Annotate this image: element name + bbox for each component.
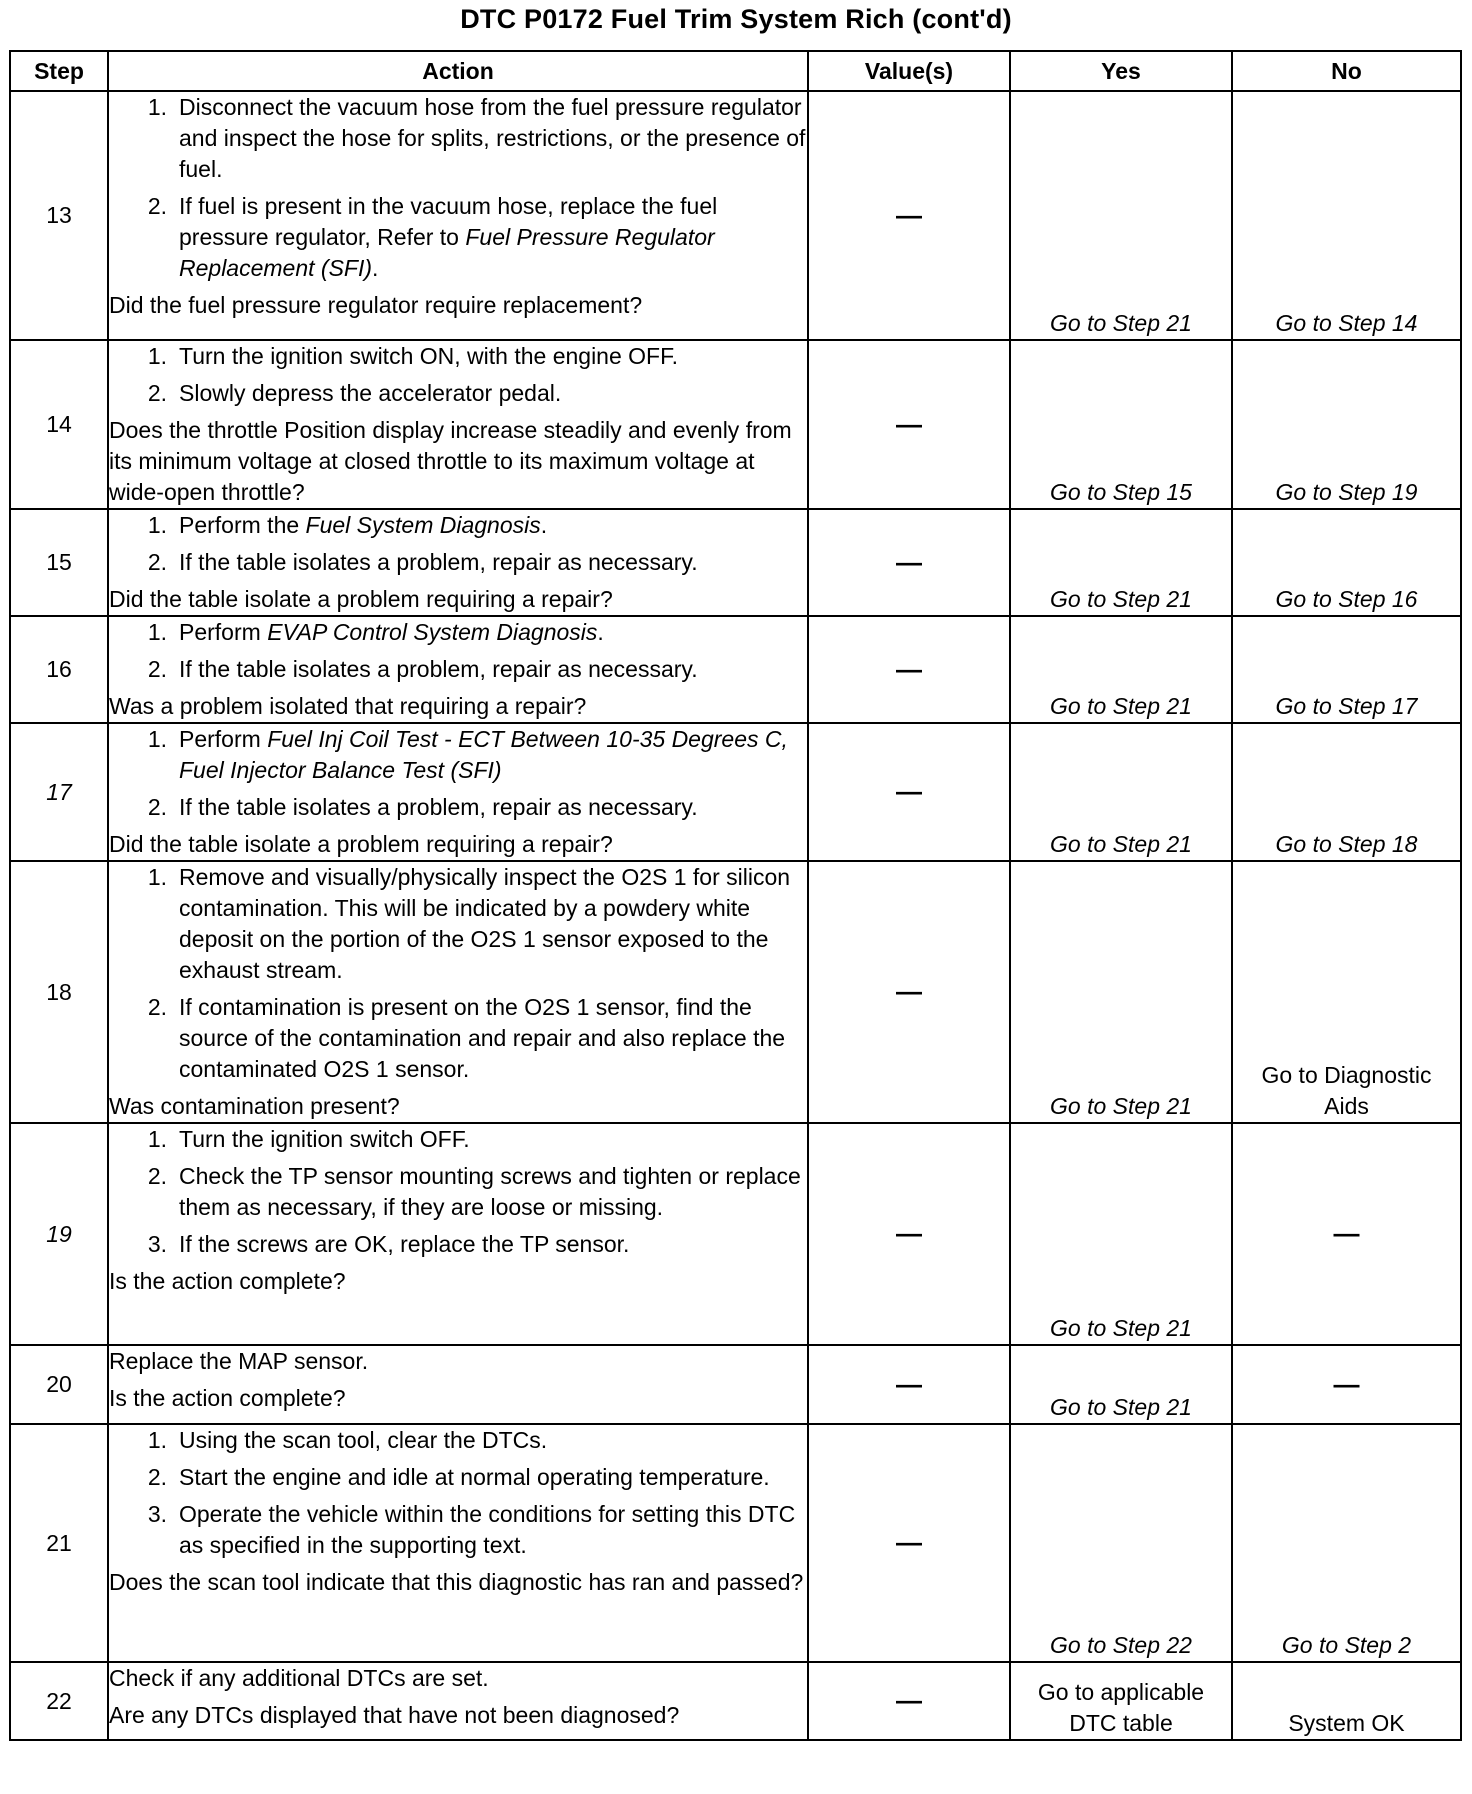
table-row — [10, 91, 1461, 340]
header-values: Value(s) — [808, 51, 1010, 91]
value-cell: — — [808, 861, 1010, 1123]
action-item: 1. Disconnect the vacuum hose from the fuel pressure regulator and inspect the hose for splits, restrictions, or the presence of fuel. — [147, 94, 806, 182]
action-question: Did the fuel pressure regulator require replacement? — [109, 292, 643, 318]
no-cell: Go to Step 16 — [1232, 509, 1461, 616]
action-item: 2. If the table isolates a problem, repair as necessary. — [147, 794, 698, 820]
action-item: 2. Start the engine and idle at normal operating temperature. — [147, 1464, 770, 1490]
action-item: 1. Turn the ignition switch OFF. — [147, 1126, 470, 1152]
table-row — [10, 1123, 1461, 1345]
value-cell: — — [808, 509, 1010, 616]
action-question: Is the action complete? — [109, 1385, 346, 1411]
action-cell — [108, 723, 808, 861]
reference-link: Fuel Pressure Regulator Replacement (SFI) — [179, 224, 715, 281]
action-item: 3. Operate the vehicle within the conditions for setting this DTC as specified in the supporting text. — [147, 1501, 796, 1558]
action-item: 1. Using the scan tool, clear the DTCs. — [147, 1427, 548, 1453]
page-title: DTC P0172 Fuel Trim System Rich (cont'd) — [460, 4, 1012, 34]
action-item: 1. Perform the Fuel System Diagnosis. — [147, 512, 548, 538]
action-item: 2. If the table isolates a problem, repair as necessary. — [147, 656, 698, 682]
value-cell: — — [808, 1662, 1010, 1740]
table-header-row — [10, 51, 1461, 91]
no-cell: Go to Step 14 — [1232, 91, 1461, 340]
action-cell — [108, 509, 808, 616]
step-number: 13 — [10, 91, 108, 340]
action-item: 1. Turn the ignition switch ON, with the engine OFF. — [147, 343, 678, 369]
reference-link: Fuel System Diagnosis — [305, 512, 541, 538]
action-item: 2. Check the TP sensor mounting screws and tighten or replace them as necessary, if they are loose or missing. — [147, 1163, 801, 1220]
step-number: 16 — [10, 616, 108, 723]
action-text: Check if any additional DTCs are set. — [109, 1665, 489, 1691]
yes-cell: Go to Step 21 — [1010, 509, 1232, 616]
action-cell — [108, 340, 808, 509]
action-item: 2. If the table isolates a problem, repair as necessary. — [147, 549, 698, 575]
table-row — [10, 1662, 1461, 1740]
header-no: No — [1232, 51, 1461, 91]
action-cell — [108, 1345, 808, 1424]
action-cell — [108, 616, 808, 723]
header-action: Action — [108, 51, 808, 91]
no-cell: — — [1232, 1123, 1461, 1345]
table-row — [10, 723, 1461, 861]
action-item: 1. Perform EVAP Control System Diagnosis. — [147, 619, 604, 645]
action-question: Does the scan tool indicate that this diagnostic has ran and passed? — [109, 1569, 804, 1595]
no-cell: Go to Diagnostic Aids — [1232, 861, 1461, 1123]
action-question: Are any DTCs displayed that have not been diagnosed? — [109, 1702, 680, 1728]
action-question: Did the table isolate a problem requiring a repair? — [109, 586, 613, 612]
action-item: 3. If the screws are OK, replace the TP sensor. — [147, 1231, 630, 1257]
action-question: Does the throttle Position display increase steadily and evenly from its minimum voltage at closed throttle to its maximum voltage at wide-open throttle? — [109, 417, 792, 505]
value-cell: — — [808, 1424, 1010, 1662]
step-number: 19 — [10, 1123, 108, 1345]
yes-cell: Go to Step 21 — [1010, 861, 1232, 1123]
value-cell: — — [808, 723, 1010, 861]
yes-cell: Go to Step 15 — [1010, 340, 1232, 509]
no-cell: Go to Step 2 — [1232, 1424, 1461, 1662]
value-cell: — — [808, 1345, 1010, 1424]
action-cell — [108, 91, 808, 340]
no-cell: Go to Step 19 — [1232, 340, 1461, 509]
header-yes: Yes — [1010, 51, 1232, 91]
yes-cell: Go to Step 21 — [1010, 91, 1232, 340]
yes-cell: Go to Step 21 — [1010, 723, 1232, 861]
header-step: Step — [10, 51, 108, 91]
action-cell — [108, 1424, 808, 1662]
action-item: 2. Slowly depress the accelerator pedal. — [147, 380, 562, 406]
value-cell: — — [808, 340, 1010, 509]
no-cell: Go to Step 17 — [1232, 616, 1461, 723]
table-row — [10, 1345, 1461, 1424]
action-item: 2. If contamination is present on the O2S 1 sensor, find the source of the contamination and repair and also replace the contaminated O2S 1 sensor. — [147, 994, 786, 1082]
action-cell — [108, 1662, 808, 1740]
step-number: 17 — [10, 723, 108, 861]
action-cell — [108, 861, 808, 1123]
action-text: Replace the MAP sensor. — [109, 1348, 369, 1374]
reference-link: EVAP Control System Diagnosis — [267, 619, 598, 645]
table-row — [10, 861, 1461, 1123]
yes-cell: Go to Step 21 — [1010, 616, 1232, 723]
yes-cell: Go to Step 21 — [1010, 1123, 1232, 1345]
table-row — [10, 340, 1461, 509]
table-row — [10, 616, 1461, 723]
value-cell: — — [808, 91, 1010, 340]
action-item: 1. Perform Fuel Inj Coil Test - ECT Between 10-35 Degrees C, Fuel Injector Balance Test (SFI) — [147, 726, 788, 783]
no-cell: — — [1232, 1345, 1461, 1424]
no-cell: System OK — [1232, 1662, 1461, 1740]
yes-cell: Go to Step 21 — [1010, 1345, 1232, 1424]
step-number: 21 — [10, 1424, 108, 1662]
diagnostic-table — [9, 50, 1462, 1741]
reference-link: Fuel Inj Coil Test - ECT Between 10-35 Degrees C, Fuel Injector Balance Test (SFI) — [179, 726, 788, 783]
value-cell: — — [808, 616, 1010, 723]
action-question: Is the action complete? — [109, 1268, 346, 1294]
action-item: 2. If fuel is present in the vacuum hose, replace the fuel pressure regulator, Refer to Fuel Pressure Regulator Replacement (SFI). — [147, 193, 718, 281]
yes-cell: Go to applicable DTC table — [1010, 1662, 1232, 1740]
action-cell — [108, 1123, 808, 1345]
no-cell: Go to Step 18 — [1232, 723, 1461, 861]
action-item: 1. Remove and visually/physically inspect the O2S 1 for silicon contamination. This will be indicated by a powdery white deposit on the portion of the O2S 1 sensor exposed to the exhaust stream. — [147, 864, 791, 983]
action-question: Did the table isolate a problem requiring a repair? — [109, 831, 613, 857]
value-cell: — — [808, 1123, 1010, 1345]
step-number: 14 — [10, 340, 108, 509]
action-question: Was contamination present? — [109, 1093, 400, 1119]
step-number: 15 — [10, 509, 108, 616]
action-question: Was a problem isolated that requiring a repair? — [109, 693, 587, 719]
table-row — [10, 509, 1461, 616]
step-number: 22 — [10, 1662, 108, 1740]
table-row — [10, 1424, 1461, 1662]
yes-cell: Go to Step 22 — [1010, 1424, 1232, 1662]
step-number: 20 — [10, 1345, 108, 1424]
step-number: 18 — [10, 861, 108, 1123]
